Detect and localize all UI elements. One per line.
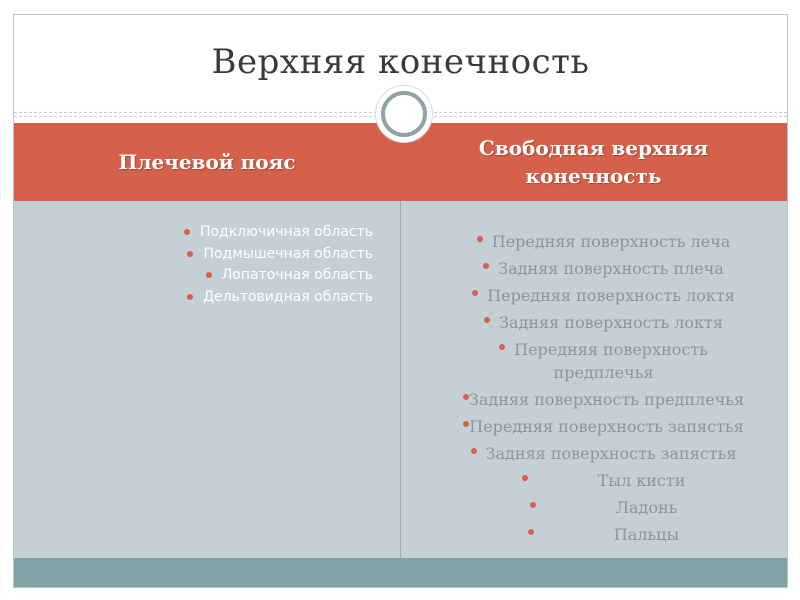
bullet-icon <box>499 344 505 350</box>
bullet-icon <box>483 263 489 269</box>
bullet-icon <box>187 294 193 300</box>
list-item: Тыл кисти <box>420 469 787 492</box>
bullet-icon <box>472 290 478 296</box>
slide-title: Верхняя конечность <box>211 42 590 82</box>
list-item: Ладонь <box>420 496 787 519</box>
list-item: Пальцы <box>420 523 787 546</box>
list-item: Задняя поверхность запястья <box>420 442 787 465</box>
bullet-icon <box>463 394 469 400</box>
list-item: Передняя поверхность предплечья <box>420 338 787 384</box>
list-item: Задняя поверхность локтя <box>420 311 787 334</box>
table-footer-band <box>14 558 787 587</box>
column-header-shoulder-girdle: Плечевой пояс <box>118 150 296 174</box>
column-divider <box>400 201 401 558</box>
decorative-circle-icon <box>381 91 427 137</box>
shoulder-girdle-list <box>14 222 373 308</box>
bullet-icon <box>522 475 528 481</box>
list-item: Передняя поверхность леча <box>420 230 787 253</box>
list-item: Передняя поверхность запястья <box>420 415 787 438</box>
bullet-icon <box>530 502 536 508</box>
list-item: Задняя поверхность предплечья <box>420 388 787 411</box>
list-item: Подмышечная область <box>14 244 373 266</box>
list-item: Задняя поверхность плеча <box>420 257 787 280</box>
list-item: Лопаточная область <box>14 265 373 287</box>
free-upper-limb-list <box>420 230 787 550</box>
list-item: Подключичная область <box>14 222 373 244</box>
bullet-icon <box>184 229 190 235</box>
column-header-free-upper-limb: Свободная верхняя конечность <box>478 136 709 188</box>
bullet-icon <box>477 236 483 242</box>
bullet-icon <box>528 529 534 535</box>
list-item: Передняя поверхность локтя <box>420 284 787 307</box>
bullet-icon <box>484 317 490 323</box>
bullet-icon <box>471 448 477 454</box>
bullet-icon <box>187 251 193 257</box>
list-item: Дельтовидная область <box>14 287 373 309</box>
bullet-icon <box>206 272 212 278</box>
slide <box>13 14 788 588</box>
